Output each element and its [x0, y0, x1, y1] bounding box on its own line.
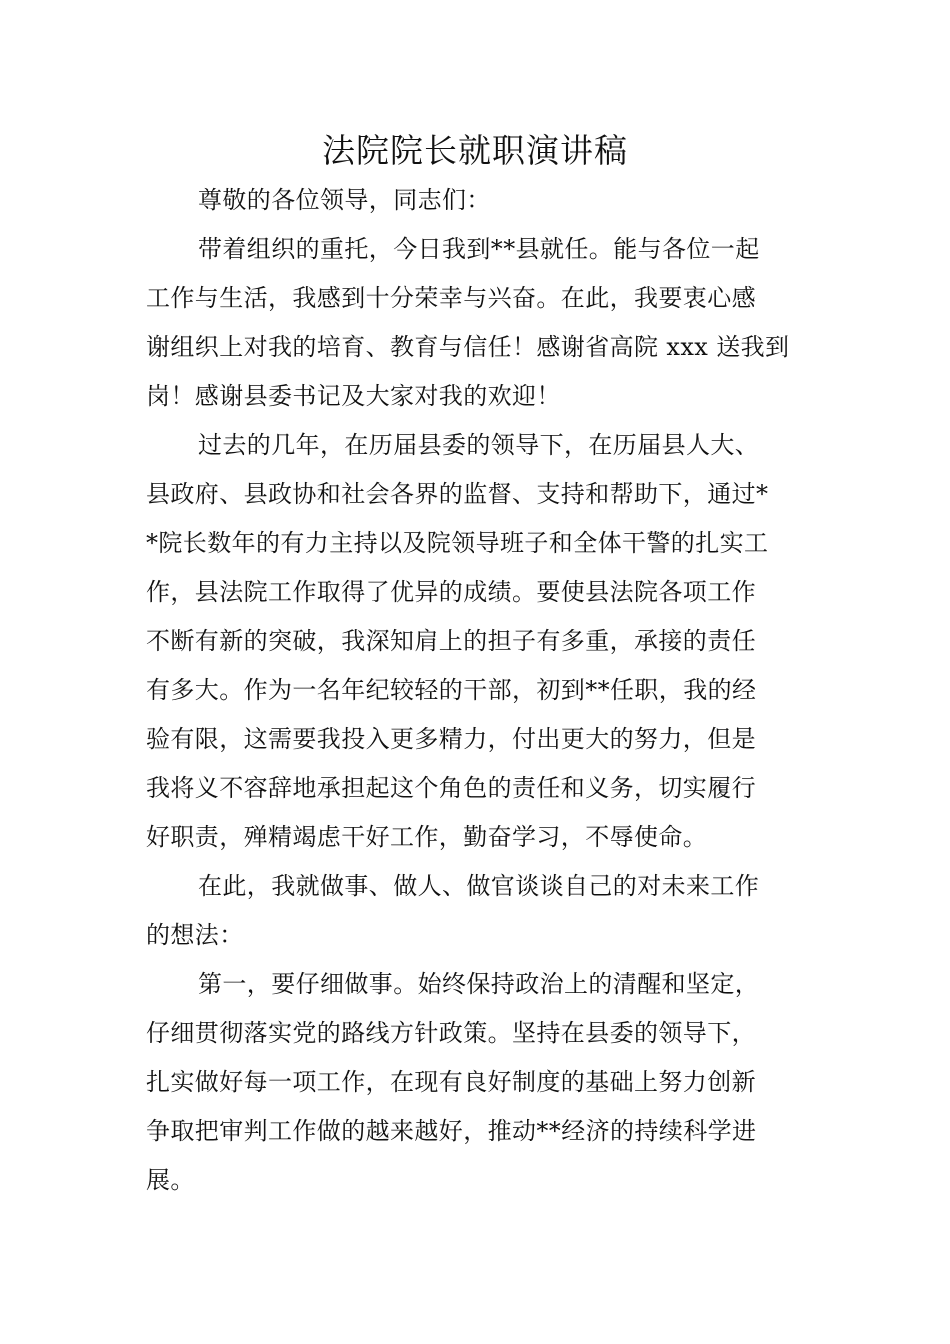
text-line: 验有限，这需要我投入更多精力，付出更大的努力，但是	[146, 725, 756, 753]
text-line: 尊敬的各位领导，同志们：	[198, 186, 491, 214]
text-line: 作，县法院工作取得了优异的成绩。要使县法院各项工作	[146, 578, 756, 606]
text-line: 仔细贯彻落实党的路线方针政策。坚持在县委的领导下，	[146, 1019, 756, 1047]
document-body	[146, 176, 808, 1205]
text-line: *院长数年的有力主持以及院领导班子和全体干警的扎实工	[146, 529, 769, 557]
document-title: 法院院长就职演讲稿	[322, 131, 628, 170]
text-line: 不断有新的突破，我深知肩上的担子有多重，承接的责任	[146, 627, 756, 655]
text-line: 的想法：	[146, 921, 244, 949]
text-line: 展。	[146, 1166, 195, 1194]
text-line: 争取把审判工作做的越来越好，推动**经济的持续科学进	[146, 1117, 757, 1145]
text-line: 扎实做好每一项工作，在现有良好制度的基础上努力创新	[146, 1068, 756, 1096]
text-line: 第一，要仔细做事。始终保持政治上的清醒和坚定，	[198, 970, 760, 998]
text-line: 谢组织上对我的培育、教育与信任！感谢省高院 xxx 送我到	[146, 333, 790, 361]
text-line: 带着组织的重托，今日我到**县就任。能与各位一起	[198, 235, 760, 263]
text-line: 有多大。作为一名年纪较轻的干部，初到**任职，我的经	[146, 676, 757, 704]
text-line: 岗！感谢县委书记及大家对我的欢迎！	[146, 382, 561, 410]
text-line: 过去的几年，在历届县委的领导下，在历届县人大、	[198, 431, 760, 459]
text-line: 在此，我就做事、做人、做官谈谈自己的对未来工作	[198, 872, 760, 900]
text-line: 工作与生活，我感到十分荣幸与兴奋。在此，我要衷心感	[146, 284, 756, 312]
paragraph-salutation	[146, 176, 808, 225]
paragraph-first-point	[146, 960, 808, 1205]
paragraph-past-years	[146, 421, 808, 862]
text-line: 好职责，殚精竭虑干好工作，勤奋学习，不辱使命。	[146, 823, 708, 851]
text-line: 县政府、县政协和社会各界的监督、支持和帮助下，通过*	[146, 480, 769, 508]
paragraph-thoughts	[146, 862, 808, 960]
paragraph-arrival	[146, 225, 808, 421]
text-line: 我将义不容辞地承担起这个角色的责任和义务，切实履行	[146, 774, 756, 802]
